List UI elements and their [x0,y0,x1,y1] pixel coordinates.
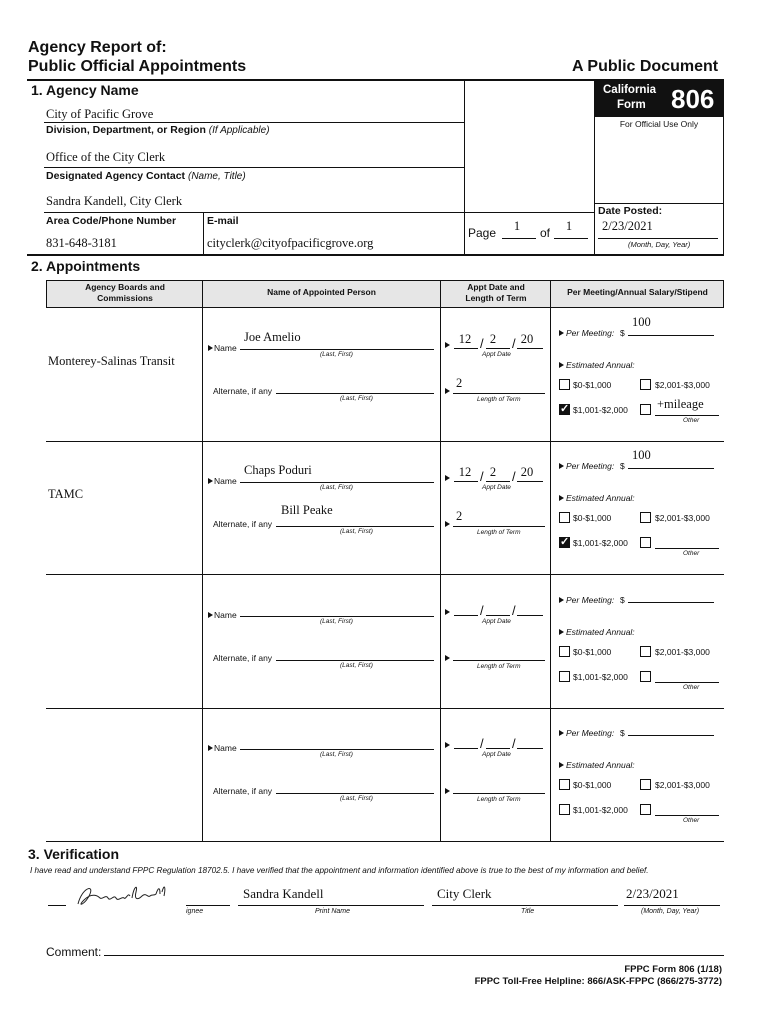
agency-name-value[interactable]: City of Pacific Grove [46,107,154,121]
checkbox-1001-2000[interactable] [559,804,570,815]
title-line-2: Public Official Appointments [28,58,247,75]
col-header-name: Name of Appointed Person [267,287,376,297]
estimated-arrow-icon [559,495,564,501]
division-value[interactable]: Office of the City Clerk [46,150,166,164]
name-arrow-icon [208,612,213,618]
comment-label: Comment: [46,945,102,959]
other-caption: Other [683,417,700,424]
per-meeting-arrow-icon [559,597,564,603]
footer-form-ref: FPPC Form 806 (1/18) [624,964,722,975]
estimated-arrow-icon [559,362,564,368]
checkbox-other[interactable] [640,404,651,415]
appt-date-caption: Appt Date [482,484,511,491]
date-separator-2: / [512,603,516,618]
email-label: E-mail [207,215,239,227]
estimated-annual-label: Estimated Annual: [566,627,635,637]
date-posted-format: (Month, Day, Year) [628,240,691,249]
agency-section-label: 1. Agency Name [31,82,139,98]
term-arrow-icon [445,388,450,394]
other-value[interactable]: +mileage [657,397,704,411]
estimated-annual-label: Estimated Annual: [566,760,635,770]
per-meeting-label: Per Meeting: [566,595,615,605]
estimated-arrow-icon [559,629,564,635]
appointments-section-label: 2. Appointments [31,258,141,274]
checkbox-2001-3000[interactable] [640,512,651,523]
per-meeting-arrow-icon [559,463,564,469]
term-arrow-icon [445,521,450,527]
option-0-1000: $0-$1,000 [573,380,612,390]
alternate-label: Alternate, if any [213,653,273,663]
checkbox-0-1000[interactable] [559,646,570,657]
comment-field[interactable] [104,955,724,956]
per-meeting-label: Per Meeting: [566,461,615,471]
official-use-label: For Official Use Only [619,119,699,129]
appt-day[interactable]: 2 [489,465,497,479]
date-arrow-icon [445,742,450,748]
alternate-caption: (Last, First) [340,528,373,535]
option-2001-3000: $2,001-$3,000 [655,780,710,790]
alternate-label: Alternate, if any [213,519,273,529]
checkbox-other[interactable] [640,804,651,815]
signature-caption: ignee [186,908,204,915]
term-caption: Length of Term [477,663,521,670]
option-1001-2000: $1,001-$2,000 [573,672,628,682]
form-state: California [603,84,657,96]
page-label: Page [468,226,497,240]
col-header-date: Appt Date and Length of Term [465,282,527,303]
appt-month[interactable]: 12 [458,332,472,346]
date-arrow-icon [445,609,450,615]
phone-value[interactable]: 831-648-3181 [46,236,117,250]
date-separator-1: / [480,603,484,618]
page-number[interactable]: 1 [513,219,521,233]
option-1001-2000: $1,001-$2,000 [573,405,628,415]
alternate-label: Alternate, if any [213,786,273,796]
option-0-1000: $0-$1,000 [573,513,612,523]
verification-section-label: 3. Verification [28,846,120,862]
division-label: Division, Department, or Region (If Applicable) [46,124,270,136]
alternate-name[interactable]: Bill Peake [281,503,333,517]
appt-day[interactable]: 2 [489,332,497,346]
form-number: 806 [671,84,715,114]
form-806-badge [595,81,723,117]
checkbox-0-1000[interactable] [559,512,570,523]
verification-statement: I have read and understand FPPC Regulation 18702.5. I have verified that the appointment and information identified above is true to the best of my information and belief. [30,866,649,875]
estimated-annual-label: Estimated Annual: [566,493,635,503]
option-2001-3000: $2,001-$3,000 [655,647,710,657]
dollar-sign: $ [620,595,625,605]
email-value[interactable]: cityclerk@cityofpacificgrove.org [207,236,374,250]
dollar-sign: $ [620,461,625,471]
checkbox-1001-2000[interactable]: ✓ [560,536,570,548]
checkbox-other[interactable] [640,537,651,548]
page-of-label: of [540,226,551,240]
col-header-boards: Agency Boards and Commissions [85,282,165,303]
verification-date-value[interactable]: 2/23/2021 [626,886,679,901]
option-0-1000: $0-$1,000 [573,647,612,657]
date-arrow-icon [445,475,450,481]
term-caption: Length of Term [477,796,521,803]
checkbox-2001-3000[interactable] [640,379,651,390]
alternate-label: Alternate, if any [213,386,273,396]
date-separator-2: / [512,469,516,484]
name-label: Name [214,743,237,753]
date-arrow-icon [445,342,450,348]
name-label: Name [214,476,237,486]
term-caption: Length of Term [477,396,521,403]
per-meeting-amount[interactable]: 100 [632,448,651,462]
name-label: Name [214,610,237,620]
per-meeting-arrow-icon [559,730,564,736]
other-caption: Other [683,550,700,557]
term-caption: Length of Term [477,529,521,536]
phone-label: Area Code/Phone Number [46,215,177,227]
name-label: Name [214,343,237,353]
appt-month[interactable]: 12 [458,465,472,479]
other-caption: Other [683,817,700,824]
checkbox-0-1000[interactable] [559,379,570,390]
checkbox-2001-3000[interactable] [640,779,651,790]
verification-date-caption: (Month, Day, Year) [641,908,700,915]
appointee-name[interactable]: Chaps Poduri [244,463,312,477]
dollar-sign: $ [620,328,625,338]
estimated-arrow-icon [559,762,564,768]
checkbox-1001-2000[interactable]: ✓ [560,403,570,415]
title-line-1: Agency Report of: [28,39,167,56]
name-caption: (Last, First) [320,484,353,491]
board-name[interactable]: Monterey-Salinas Transit [48,354,175,368]
option-2001-3000: $2,001-$3,000 [655,513,710,523]
term-length[interactable]: 2 [456,509,463,523]
date-separator-2: / [512,336,516,351]
date-separator-1: / [480,736,484,751]
checkbox-0-1000[interactable] [559,779,570,790]
form-word: Form [617,99,646,111]
print-name-value[interactable]: Sandra Kandell [243,886,324,901]
name-caption: (Last, First) [320,618,353,625]
term-arrow-icon [445,788,450,794]
title-caption: Title [521,908,535,915]
alternate-caption: (Last, First) [340,662,373,669]
contact-value[interactable]: Sandra Kandell, City Clerk [46,194,183,208]
checkbox-2001-3000[interactable] [640,646,651,657]
signature-image [72,878,172,912]
option-1001-2000: $1,001-$2,000 [573,538,628,548]
per-meeting-arrow-icon [559,330,564,336]
appt-year[interactable]: 20 [520,465,534,479]
appt-year[interactable]: 20 [520,332,534,346]
date-separator-2: / [512,736,516,751]
per-meeting-label: Per Meeting: [566,728,615,738]
name-arrow-icon [208,345,213,351]
date-posted-value[interactable]: 2/23/2021 [602,219,653,233]
appointee-name[interactable]: Joe Amelio [244,330,301,344]
checkbox-1001-2000[interactable] [559,671,570,682]
contact-label: Designated Agency Contact (Name, Title) [46,170,246,182]
per-meeting-label: Per Meeting: [566,328,615,338]
board-name[interactable]: TAMC [48,487,84,501]
alternate-caption: (Last, First) [340,395,373,402]
name-arrow-icon [208,478,213,484]
other-caption: Other [683,684,700,691]
date-separator-1: / [480,469,484,484]
public-document-label: A Public Document [572,58,719,75]
name-caption: (Last, First) [320,751,353,758]
appt-date-caption: Appt Date [482,751,511,758]
term-length[interactable]: 2 [456,376,463,390]
date-separator-1: / [480,336,484,351]
per-meeting-amount[interactable]: 100 [632,315,651,329]
date-posted-label: Date Posted: [598,205,663,217]
alternate-caption: (Last, First) [340,795,373,802]
name-caption: (Last, First) [320,351,353,358]
print-name-caption: Print Name [315,908,351,915]
dollar-sign: $ [620,728,625,738]
title-value[interactable]: City Clerk [437,886,492,901]
option-2001-3000: $2,001-$3,000 [655,380,710,390]
name-arrow-icon [208,745,213,751]
checkbox-other[interactable] [640,671,651,682]
estimated-annual-label: Estimated Annual: [566,360,635,370]
appt-date-caption: Appt Date [482,351,511,358]
term-arrow-icon [445,655,450,661]
footer-helpline: FPPC Toll-Free Helpline: 866/ASK-FPPC (866/275-3772) [474,976,722,987]
option-1001-2000: $1,001-$2,000 [573,805,628,815]
appt-date-caption: Appt Date [482,618,511,625]
col-header-salary: Per Meeting/Annual Salary/Stipend [567,287,708,297]
option-0-1000: $0-$1,000 [573,780,612,790]
page-total[interactable]: 1 [565,219,573,233]
